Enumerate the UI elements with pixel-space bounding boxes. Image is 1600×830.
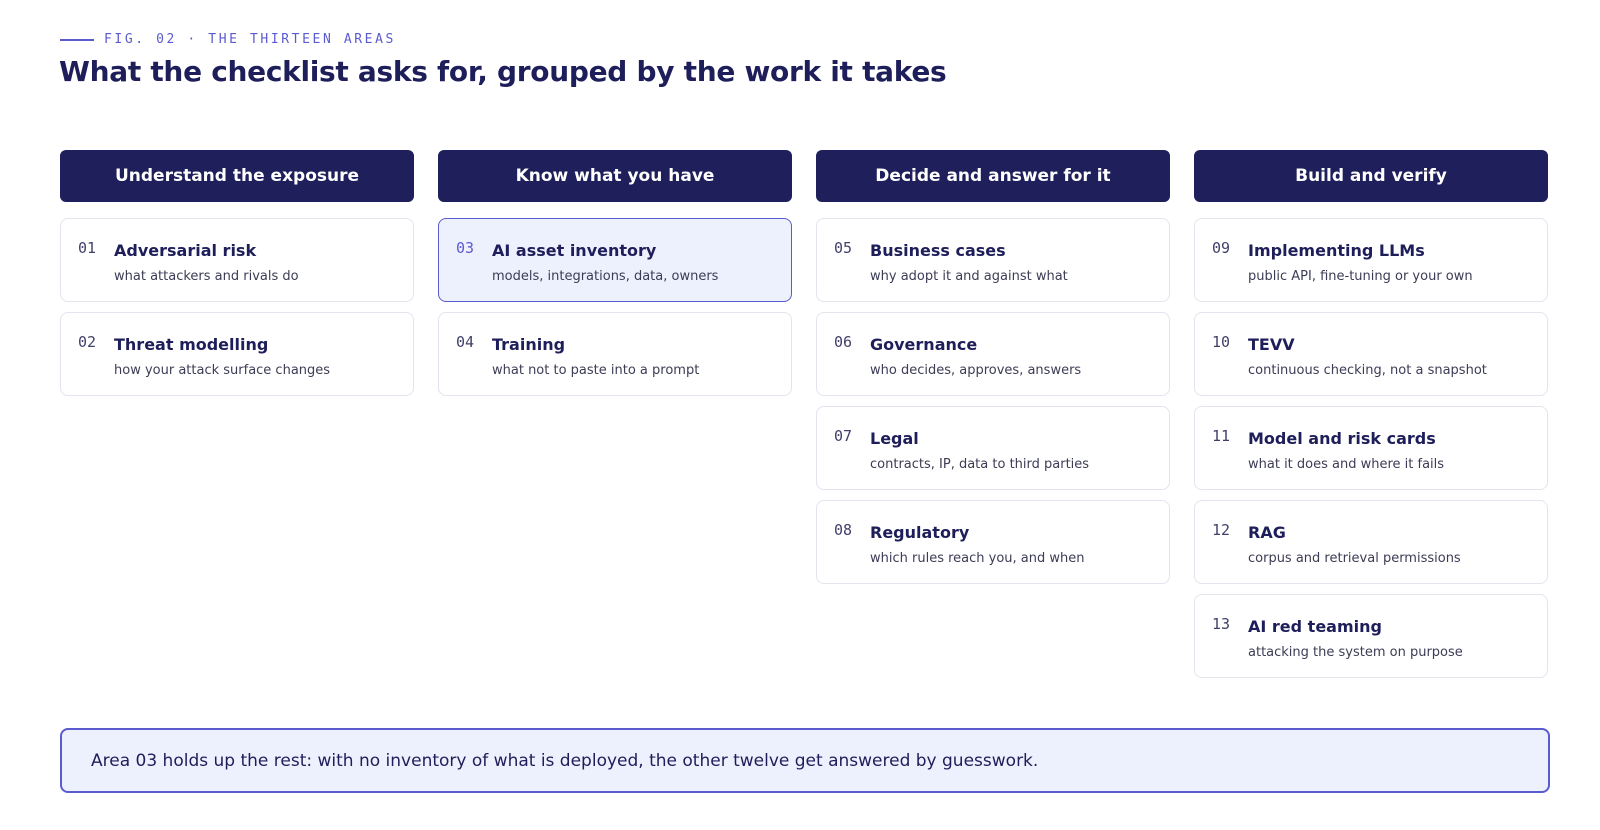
column-3 <box>816 150 1170 688</box>
area-description: why adopt it and against what <box>870 269 1068 284</box>
area-number: 06 <box>834 333 853 351</box>
area-description: which rules reach you, and when <box>870 551 1085 566</box>
area-text <box>870 521 1085 583</box>
area-title: RAG <box>1248 523 1286 542</box>
area-text <box>1248 427 1444 489</box>
area-description: public API, fine-tuning or your own <box>1248 269 1473 284</box>
area-card-02 <box>60 312 414 396</box>
area-card-04 <box>438 312 792 396</box>
area-number: 03 <box>456 239 475 257</box>
eyebrow-label: FIG. 02 · THE THIRTEEN AREAS <box>104 32 396 47</box>
area-number: 10 <box>1212 333 1231 351</box>
column-4 <box>1194 150 1548 688</box>
area-text <box>1248 521 1461 583</box>
callout-note: Area 03 holds up the rest: with no inventory of what is deployed, the other twelve get answered by guesswork. <box>60 728 1550 793</box>
area-description: what attackers and rivals do <box>114 269 299 284</box>
area-description: how your attack surface changes <box>114 363 331 378</box>
area-text <box>492 333 699 395</box>
area-number: 02 <box>78 333 97 351</box>
area-card-06 <box>816 312 1170 396</box>
area-title: TEVV <box>1248 335 1295 354</box>
area-number: 08 <box>834 521 853 539</box>
area-description: continuous checking, not a snapshot <box>1248 363 1487 378</box>
area-card-13 <box>1194 594 1548 678</box>
column-1 <box>60 150 414 688</box>
area-text <box>1248 615 1463 677</box>
area-description: what it does and where it fails <box>1248 457 1445 472</box>
area-card-08 <box>816 500 1170 584</box>
area-number: 09 <box>1212 239 1231 257</box>
area-title: AI red teaming <box>1248 617 1382 636</box>
area-number: 12 <box>1212 521 1231 539</box>
area-title: Adversarial risk <box>114 241 257 260</box>
area-text <box>114 239 299 301</box>
area-title: Threat modelling <box>114 335 269 354</box>
area-title: Model and risk cards <box>1248 429 1436 448</box>
area-text <box>870 333 1081 395</box>
columns <box>60 150 1550 688</box>
area-title: Business cases <box>870 241 1006 260</box>
area-title: Legal <box>870 429 919 448</box>
area-title: AI asset inventory <box>492 241 657 260</box>
area-number: 11 <box>1212 427 1231 445</box>
area-text <box>870 427 1089 489</box>
area-card-07 <box>816 406 1170 490</box>
area-card-03 <box>438 218 792 302</box>
area-title: Regulatory <box>870 523 970 542</box>
area-description: contracts, IP, data to third parties <box>870 457 1090 472</box>
area-card-01 <box>60 218 414 302</box>
area-card-05 <box>816 218 1170 302</box>
area-description: who decides, approves, answers <box>870 363 1082 378</box>
area-number: 13 <box>1212 615 1231 633</box>
column-2 <box>438 150 792 688</box>
column-header: Understand the exposure <box>60 150 414 202</box>
area-description: attacking the system on purpose <box>1248 645 1463 660</box>
area-title: Training <box>492 335 566 354</box>
area-number: 05 <box>834 239 853 257</box>
figure-eyebrow <box>60 32 396 47</box>
eyebrow-rule <box>60 39 94 41</box>
area-title: Implementing LLMs <box>1248 241 1425 260</box>
column-header: Decide and answer for it <box>816 150 1170 202</box>
area-card-09 <box>1194 218 1548 302</box>
area-description: models, integrations, data, owners <box>492 269 719 284</box>
area-description: corpus and retrieval permissions <box>1248 551 1461 566</box>
area-number: 01 <box>78 239 97 257</box>
area-card-10 <box>1194 312 1548 396</box>
area-text <box>114 333 330 395</box>
area-text <box>1248 333 1487 395</box>
area-card-11 <box>1194 406 1548 490</box>
area-number: 07 <box>834 427 853 445</box>
column-header: Build and verify <box>1194 150 1548 202</box>
area-title: Governance <box>870 335 978 354</box>
area-text <box>1248 239 1473 301</box>
column-header: Know what you have <box>438 150 792 202</box>
area-number: 04 <box>456 333 475 351</box>
area-card-12 <box>1194 500 1548 584</box>
area-text <box>492 239 718 301</box>
area-description: what not to paste into a prompt <box>492 363 700 378</box>
figure-title: What the checklist asks for, grouped by the work it takes <box>59 55 947 88</box>
area-text <box>870 239 1068 301</box>
